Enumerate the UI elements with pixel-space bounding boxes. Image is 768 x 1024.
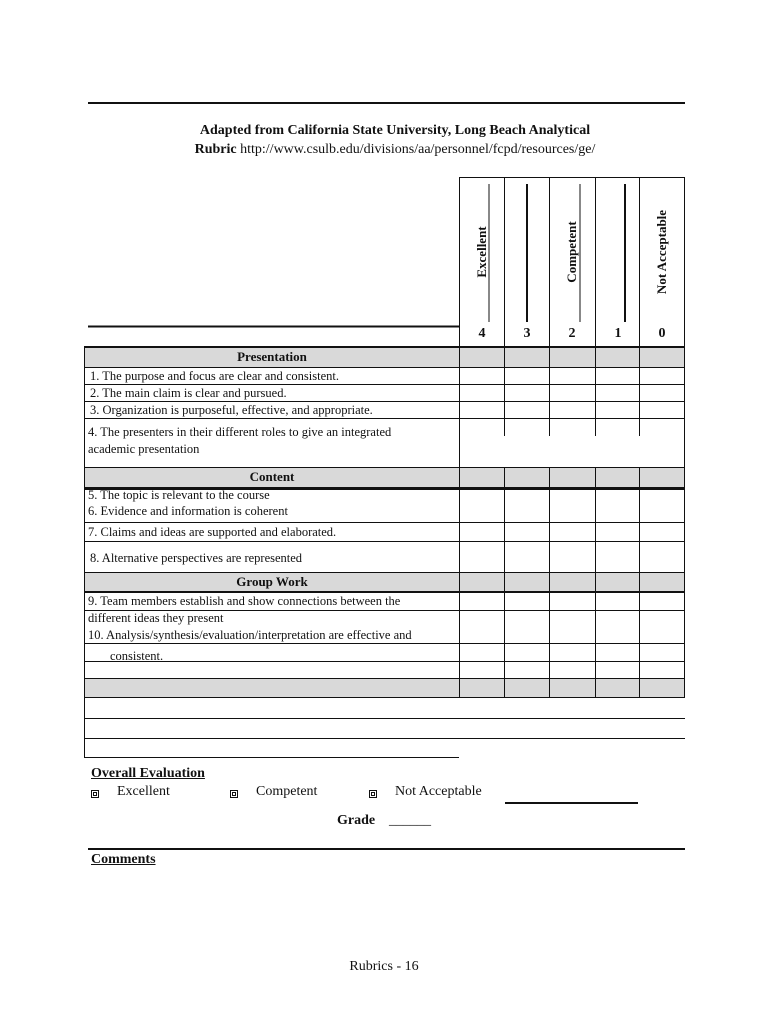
not-acceptable-label: Not Acceptable [654,209,669,295]
comments-heading: Comments [91,852,156,867]
checkbox-excellent[interactable] [91,790,99,798]
excellent-label: Excellent [474,226,489,278]
section-group-work: Group Work [236,574,308,589]
criterion-4: 4. The presenters in their different roles to give an integrated [88,425,392,439]
criterion-7: 7. Claims and ideas are supported and elaborated. [88,525,337,539]
rubric-word: Rubric [194,142,237,157]
column-competent [550,182,594,322]
criterion-8: 8. Alternative perspectives are represented [90,551,303,565]
page-footer: Rubrics - 16 [349,959,419,974]
criterion-6: 6. Evidence and information is coherent [88,504,288,518]
section-content: Content [249,469,295,484]
checkbox-competent[interactable] [230,790,238,798]
criterion-2: 2. The main claim is clear and pursued. [90,386,287,400]
score-4: 4 [478,326,486,341]
document-title: Adapted from California State University, Long Beach Analytical [199,123,591,138]
score-3: 3 [523,326,531,341]
option-not-acceptable: Not Acceptable [395,784,482,799]
criterion-1: 1. The purpose and focus are clear and consistent. [90,369,339,383]
grade-blank[interactable]: ______ [389,813,431,828]
criterion-5: 5. The topic is relevant to the course [88,488,270,502]
option-competent: Competent [256,784,318,799]
competent-label: Competent [564,221,579,283]
source-url[interactable]: http://www.csulb.edu/divisions/aa/personnel/fcpd/resources/ge/ [240,142,596,157]
evaluation-blank-line[interactable] [505,802,638,804]
checkbox-not-acceptable[interactable] [369,790,377,798]
score-0: 0 [658,326,666,341]
section-presentation: Presentation [237,349,307,364]
criterion-3: 3. Organization is purposeful, effective, and appropriate. [90,403,373,417]
column-excellent [460,182,504,322]
criterion-9-cont: different ideas they present [88,611,224,625]
overall-evaluation-heading: Overall Evaluation [91,766,205,781]
grade-label: Grade [337,813,376,828]
score-1: 1 [614,326,622,341]
score-2: 2 [568,326,576,341]
criterion-10-cont: consistent. [110,649,164,663]
column-not-acceptable [640,182,684,322]
comments-rule [88,848,685,850]
criterion-9: 9. Team members establish and show connections between the [88,594,401,608]
criterion-10: 10. Analysis/synthesis/evaluation/interpretation are effective and [88,628,412,642]
criterion-4-cont: academic presentation [88,442,200,456]
option-excellent: Excellent [117,784,170,799]
